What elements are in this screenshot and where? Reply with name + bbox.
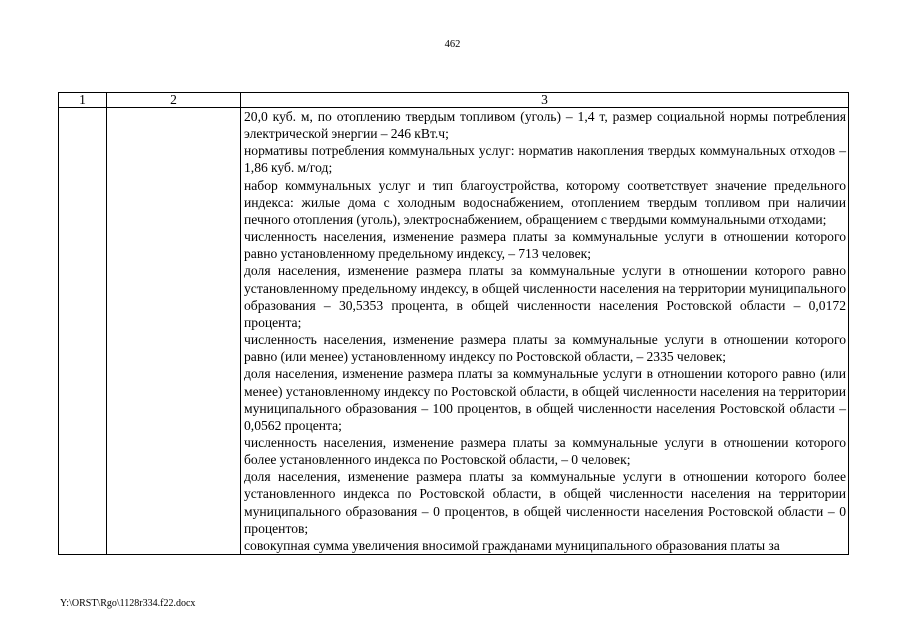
column-header-3: 3 — [241, 93, 849, 108]
column-3-cell — [241, 108, 849, 555]
paragraph-truncated: совокупная сумма увеличения вносимой гражданами муниципального образования платы за — [244, 537, 780, 553]
column-1-cell — [59, 108, 107, 555]
footer-file-path: Y:\ORST\Rgo\1128r334.f22.docx — [60, 598, 196, 609]
page-number: 462 — [444, 39, 461, 50]
column-header-1: 1 — [59, 93, 107, 108]
column-header-2: 2 — [107, 93, 241, 108]
document-table — [58, 92, 849, 555]
paragraph: доля населения, изменение размера платы за коммунальные услуги в отношении которого равно (или менее) установленному индексу по Ростовской области, в общей численности населения на территории муниципального образования – 100 процентов, в общей численности населения Ростовской области – 0,0562 процента; — [244, 366, 846, 433]
table-header-row — [59, 93, 849, 108]
table-row — [59, 108, 849, 555]
paragraph: доля населения, изменение размера платы за коммунальные услуги в отношении которого равно установленному предельному индексу, в общей численности населения на территории муниципального образования – 30,5353 процента, в общей численности населения Ростовской области – 0,0172 процента; — [244, 263, 846, 330]
paragraph: 20,0 куб. м, по отоплению твердым топливом (уголь) – 1,4 т, размер социальной нормы потребления электрической энергии – 246 кВт.ч; — [244, 109, 846, 142]
paragraph: численность населения, изменение размера платы за коммунальные услуги в отношении которого более установленного индекса по Ростовской области, – 0 человек; — [244, 434, 846, 468]
paragraph: набор коммунальных услуг и тип благоустройства, которому соответствует значение предельного индекса: жилые дома с холодным водоснабжением, отоплением твердым топливом при наличии печного отопления (уголь), электроснабжением, обращением с твердыми коммунальными отходами; — [244, 177, 846, 227]
column-2-cell — [107, 108, 241, 555]
paragraph: численность населения, изменение размера платы за коммунальные услуги в отношении которого равно (или менее) установленному индексу по Ростовской области, – 2335 человек; — [244, 332, 846, 365]
paragraph: нормативы потребления коммунальных услуг: норматив накопления твердых коммунальных отходов – 1,86 куб. м/год; — [244, 143, 846, 176]
paragraph: доля населения, изменение размера платы за коммунальные услуги в отношении которого более установленного индекса по Ростовской области, в общей численности населения на территории муниципального образования – 0 процентов, в общей численности населения Ростовской области – 0 процентов; — [244, 469, 846, 536]
paragraph: численность населения, изменение размера платы за коммунальные услуги в отношении которого равно установленному предельному индексу, – 713 человек; — [244, 229, 846, 262]
